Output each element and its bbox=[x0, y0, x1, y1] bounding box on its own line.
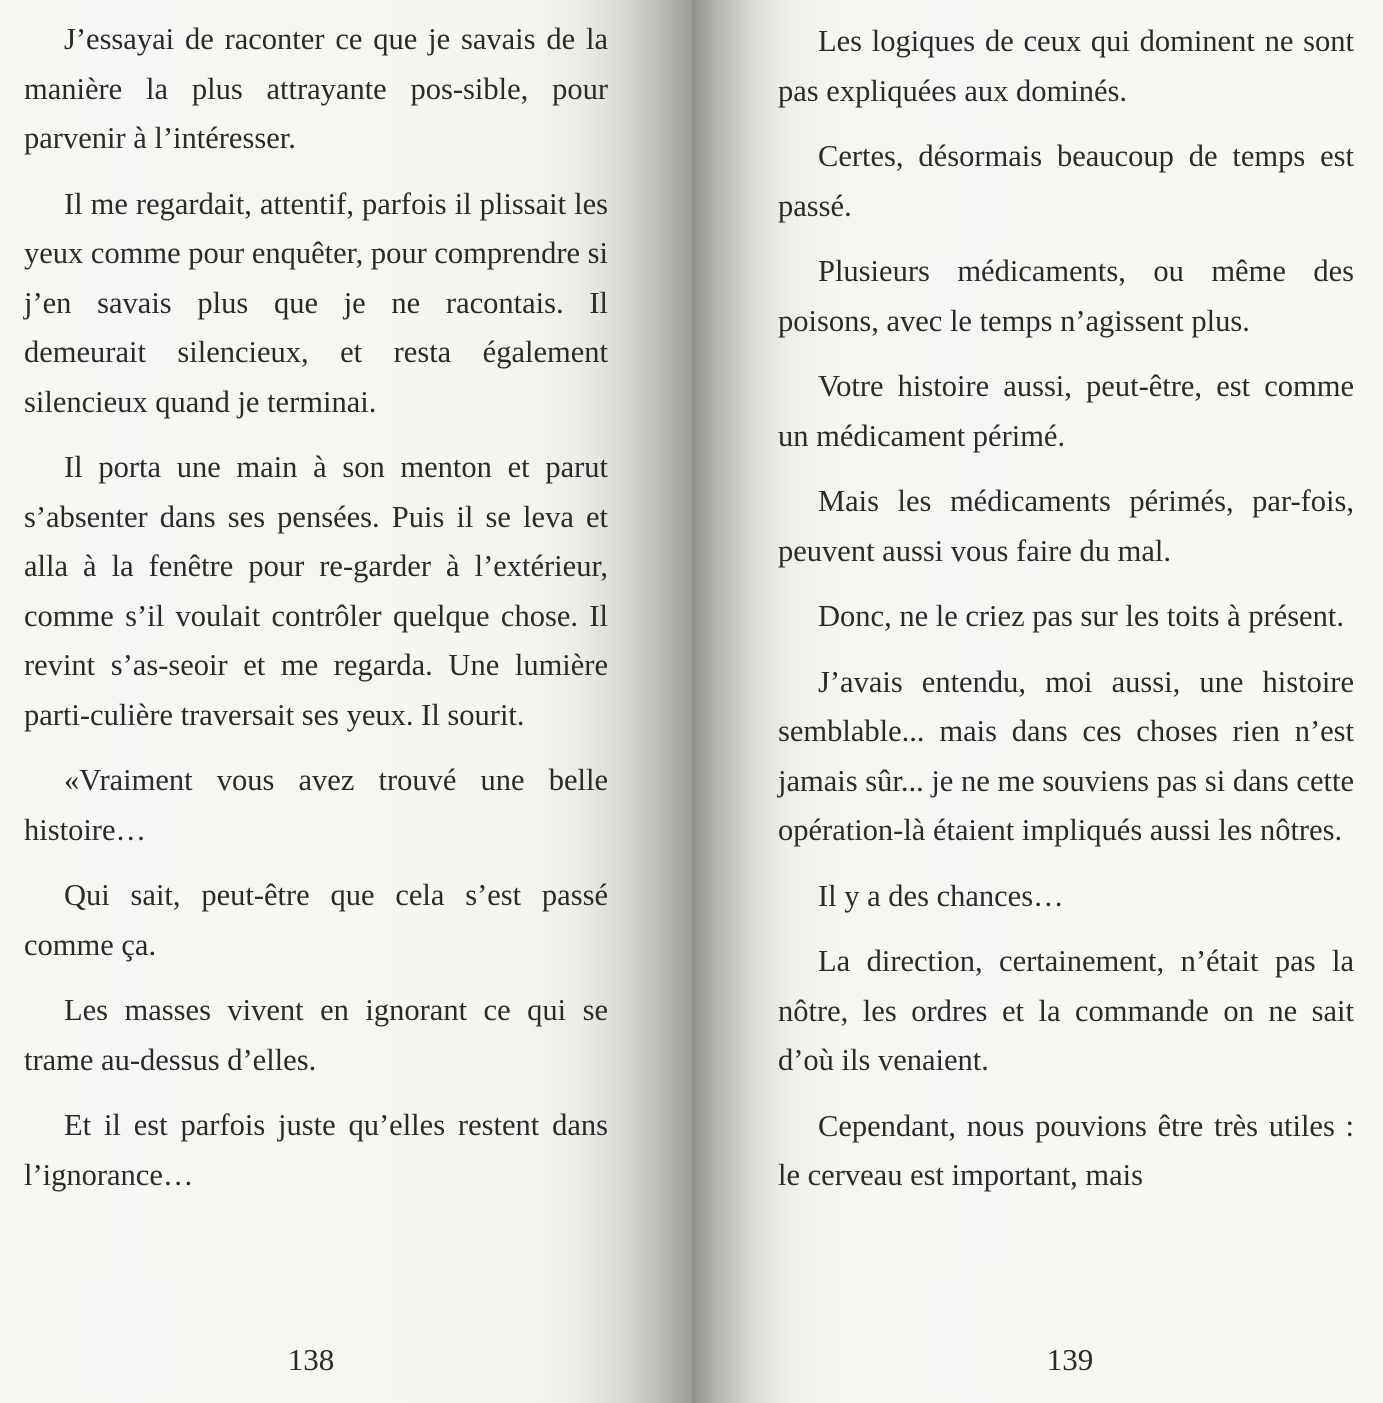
right-page bbox=[692, 0, 1383, 1403]
paragraph: Il me regardait, attentif, parfois il plissait les yeux comme pour enquêter, pour comprendre si j’en savais plus que je ne racontais. Il demeurait silencieux, et resta également silencieux quand je terminai. bbox=[24, 186, 609, 419]
paragraph: «Vraiment vous avez trouvé une belle histoire… bbox=[24, 763, 608, 847]
paragraph: Cependant, nous pouvions être très utiles : le cerveau est important, mais bbox=[778, 1108, 1354, 1192]
paragraph: Il porta une main à son menton et parut s’absenter dans ses pensées. Puis il se leva et alla à la fenêtre pour re-garder à l’extérieur, comme s’il voulait contrôler quelque chose. Il revint s’as-seoir et me regarda. Une lumière parti-culière traversait ses yeux. Il sourit. bbox=[24, 450, 608, 732]
paragraph: J’avais entendu, moi aussi, une histoire semblable... mais dans ces choses rien n’est jamais sûr... je ne me souviens pas si dans cette opération-là étaient impliqués aussi les nôtres. bbox=[778, 664, 1354, 847]
left-page-text bbox=[24, 15, 608, 1216]
paragraph: Mais les médicaments périmés, par-fois, peuvent aussi vous faire du mal. bbox=[778, 484, 1354, 568]
page-number: 139 bbox=[1046, 1342, 1094, 1377]
paragraph: La direction, certainement, n’était pas la nôtre, les ordres et la commande on ne sait d’où ils venaient. bbox=[778, 944, 1354, 1077]
paragraph: J’essayai de raconter ce que je savais de la manière la plus attrayante pos-sible, pour parvenir à l’intéresser. bbox=[24, 22, 608, 155]
paragraph: Il y a des chances… bbox=[818, 878, 1064, 913]
page-number: 138 bbox=[287, 1342, 335, 1377]
paragraph: Votre histoire aussi, peut-être, est comme un médicament périmé. bbox=[778, 369, 1354, 453]
right-page-text bbox=[778, 17, 1354, 1217]
paragraph: Et il est parfois juste qu’elles restent dans l’ignorance… bbox=[24, 1108, 608, 1192]
paragraph: Certes, désormais beaucoup de temps est passé. bbox=[778, 139, 1354, 223]
paragraph: Donc, ne le criez pas sur les toits à présent. bbox=[818, 599, 1344, 633]
paragraph: Les masses vivent en ignorant ce qui se trame au-dessus d’elles. bbox=[24, 993, 608, 1077]
paragraph: Plusieurs médicaments, ou même des poisons, avec le temps n’agissent plus. bbox=[778, 254, 1354, 338]
paragraph: Les logiques de ceux qui dominent ne sont pas expliquées aux dominés. bbox=[778, 24, 1354, 108]
paragraph: Qui sait, peut-être que cela s’est passé comme ça. bbox=[24, 878, 608, 962]
